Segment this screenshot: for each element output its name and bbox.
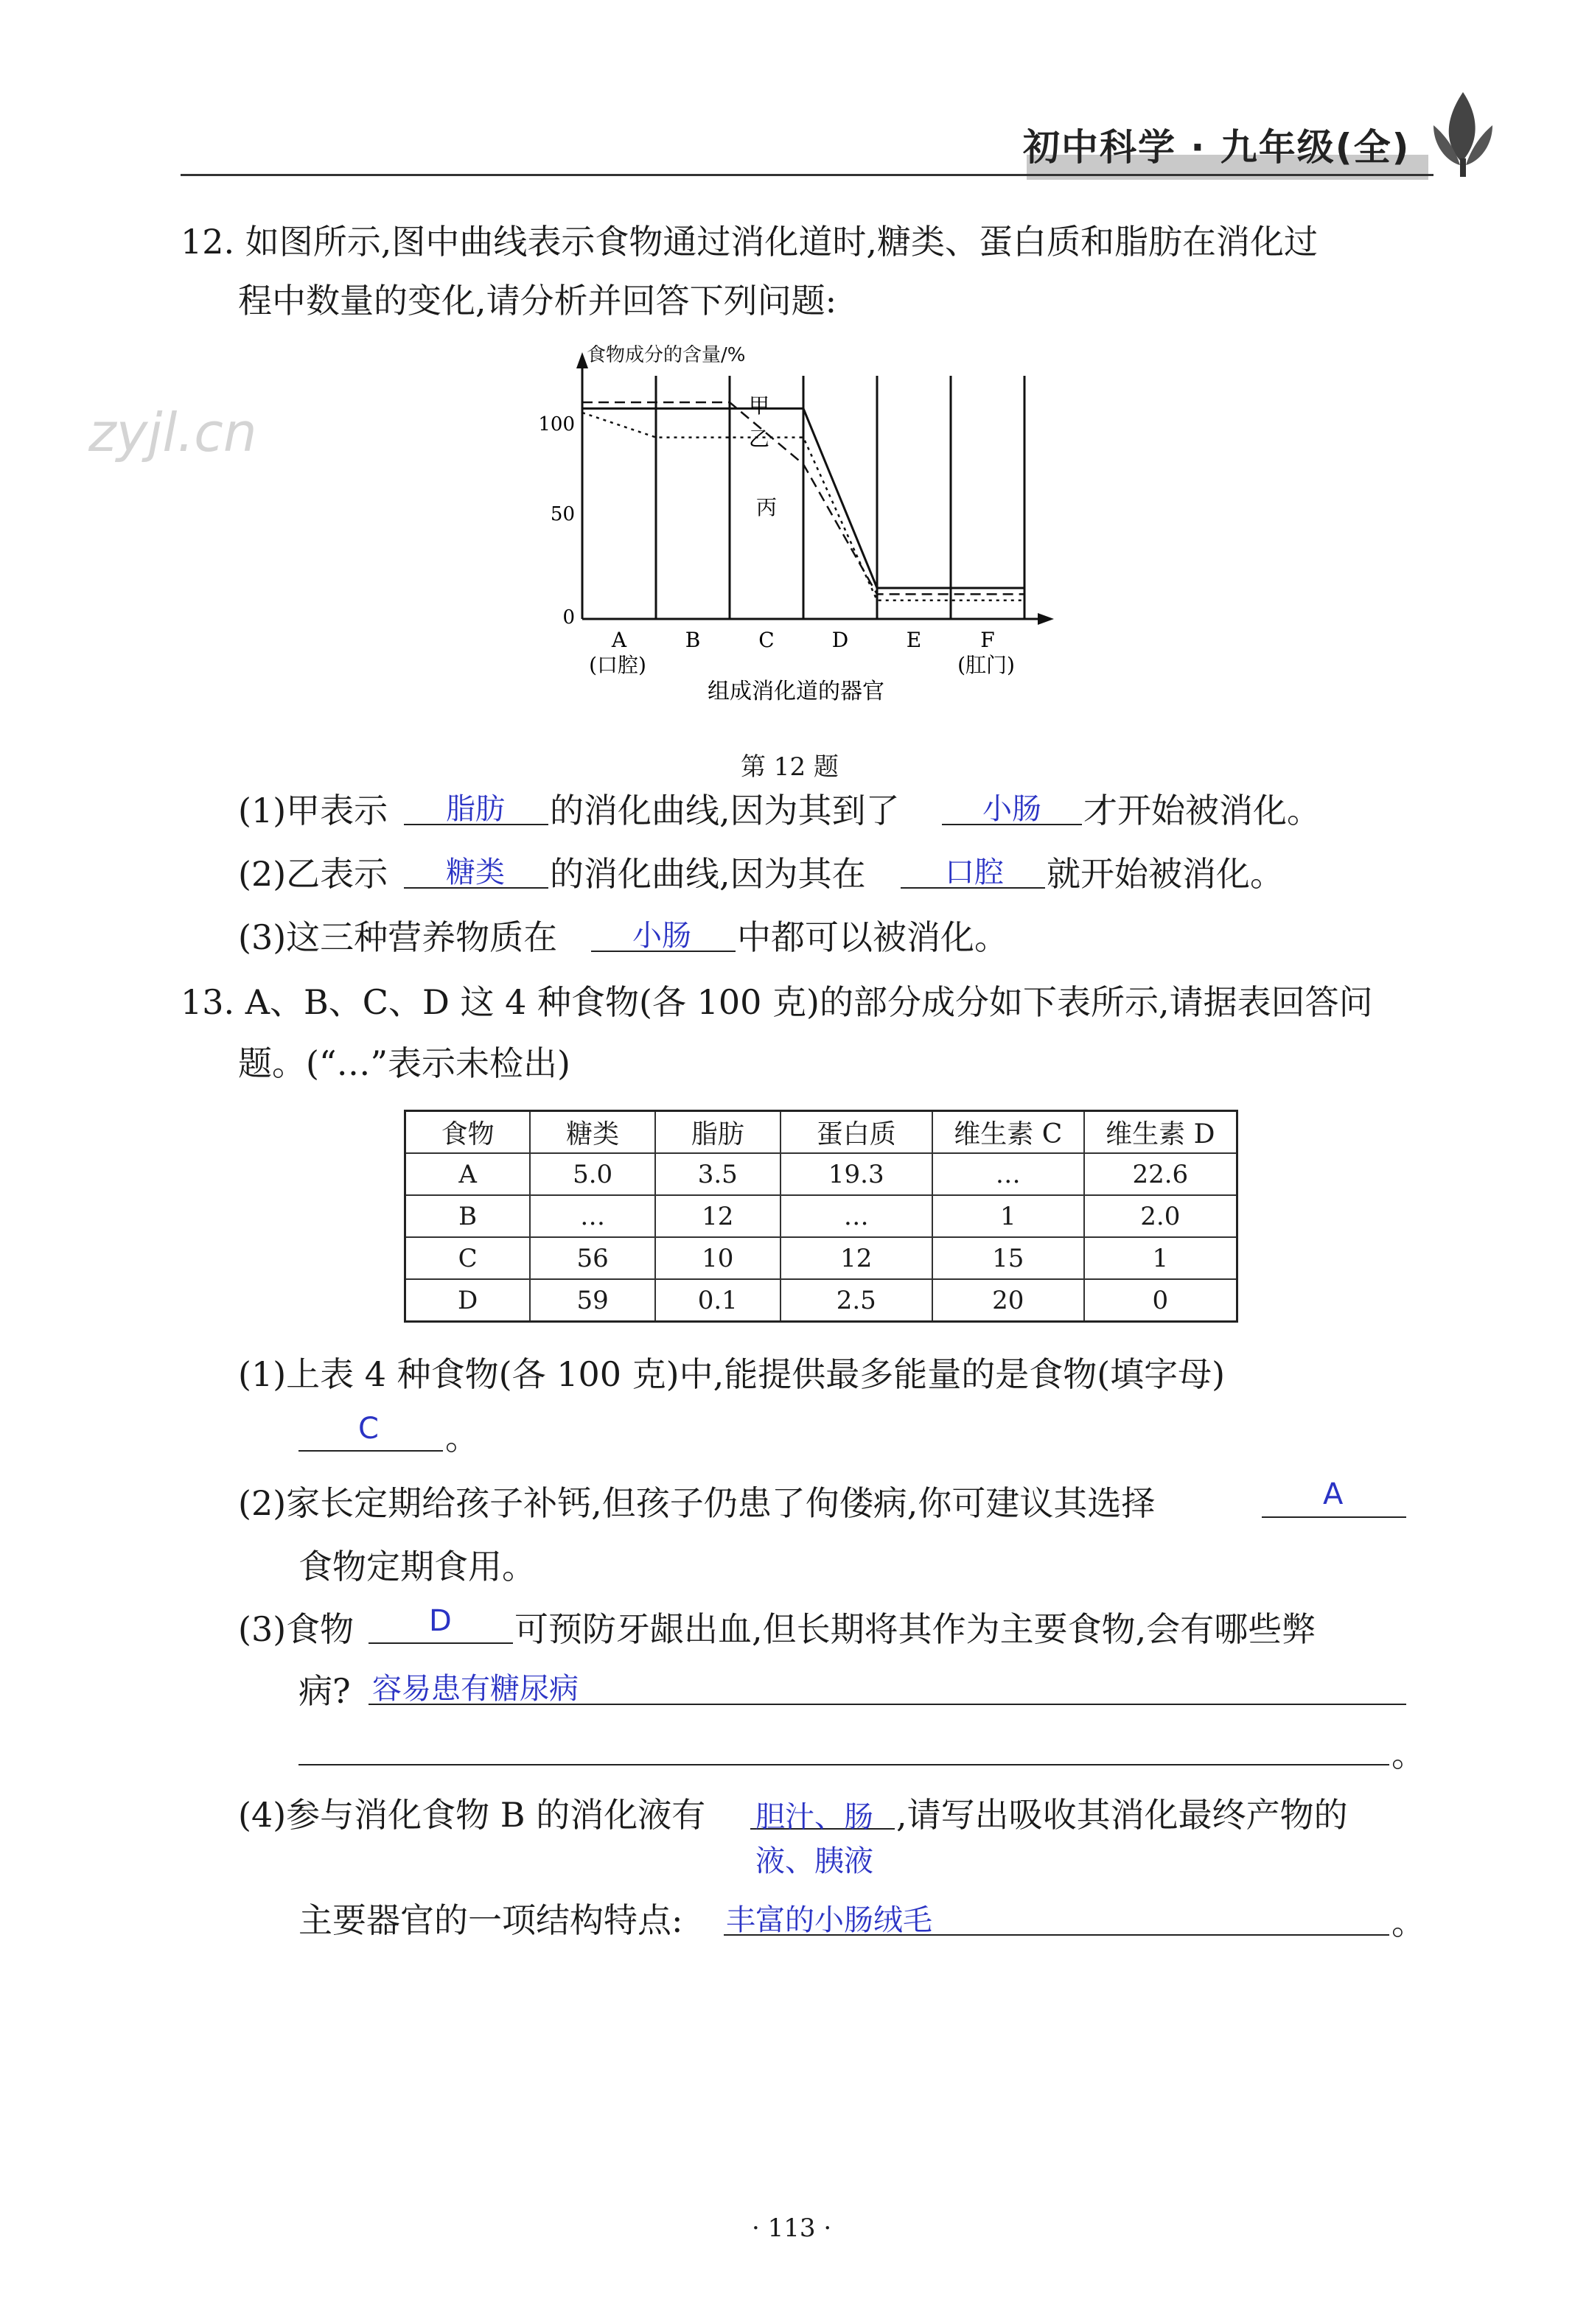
table-header: 维生素 D	[1084, 1111, 1237, 1154]
table-cell: …	[932, 1153, 1084, 1195]
category-label-b: B	[685, 628, 701, 652]
sublabel-a: (口腔)	[589, 653, 646, 677]
x-axis-arrow	[1038, 613, 1054, 625]
table-header: 糖类	[530, 1111, 655, 1154]
q12-line2: 程中数量的变化,请分析并回答下列问题:	[238, 281, 837, 321]
watermark: zyjl.cn	[88, 402, 257, 463]
table-cell: C	[405, 1237, 531, 1279]
table-row	[405, 1237, 1237, 1279]
q13-sub2-line1: (2)家长定期给孩子补钙,但孩子仍患了佝偻病,你可建议其选择	[238, 1483, 1156, 1523]
q12-sub1-suffix: 才开始被消化。	[1083, 791, 1321, 830]
q13-sub1-end: 。	[445, 1418, 479, 1457]
table-cell: 3.5	[655, 1153, 780, 1195]
table-header: 蛋白质	[780, 1111, 932, 1154]
q13-sub3-answer1: D	[429, 1604, 452, 1638]
tick-label-100: 100	[538, 413, 575, 435]
table-row	[405, 1279, 1237, 1322]
q12-sub1-answer2: 小肠	[982, 792, 1041, 826]
category-label-f: F	[980, 628, 995, 652]
food-table	[404, 1110, 1238, 1323]
q13-sub3-blank2b[interactable]	[298, 1764, 1389, 1765]
table-cell: B	[405, 1195, 531, 1237]
category-label-c: C	[758, 628, 775, 652]
q12-sub2-answer2: 口腔	[945, 855, 1004, 889]
q13-sub1-line: (1)上表 4 种食物(各 100 克)中,能提供最多能量的是食物(填字母)	[238, 1354, 1226, 1394]
table-header: 脂肪	[655, 1111, 780, 1154]
table-row	[405, 1195, 1237, 1237]
q12-sub2-mid: 的消化曲线,因为其在	[550, 854, 866, 894]
table-row	[405, 1153, 1237, 1195]
q12-sub3-answer: 小肠	[632, 919, 691, 953]
category-label-a: A	[611, 628, 627, 652]
q13-sub1-answer: C	[358, 1412, 379, 1446]
q13-sub3-line2: 病?	[298, 1671, 351, 1711]
table-cell: 0.1	[655, 1279, 780, 1322]
table-cell: 19.3	[780, 1153, 932, 1195]
table-cell: 2.0	[1084, 1195, 1237, 1237]
tick-label-50: 50	[550, 503, 575, 525]
q13-line1: 13. A、B、C、D 这 4 种食物(各 100 克)的部分成分如下表所示,请据表回答问	[181, 982, 1373, 1022]
table-cell: 5.0	[530, 1153, 655, 1195]
table-cell: 1	[932, 1195, 1084, 1237]
table-cell: 0	[1084, 1279, 1237, 1322]
table-cell: 10	[655, 1237, 780, 1279]
table-cell: 59	[530, 1279, 655, 1322]
category-label-d: D	[831, 628, 849, 652]
tree-logo-icon	[1426, 88, 1500, 195]
category-label-e: E	[906, 628, 922, 652]
q12-sub3-suffix: 中都可以被消化。	[737, 917, 1008, 957]
q13-sub4-answer1b: 液、胰液	[755, 1844, 873, 1878]
q13-sub1-blank[interactable]	[298, 1450, 443, 1452]
table-cell: …	[530, 1195, 655, 1237]
y-axis-label: 食物成分的含量/%	[587, 344, 746, 366]
q13-sub4-answer2: 丰富的小肠绒毛	[726, 1903, 932, 1937]
table-header: 维生素 C	[932, 1111, 1084, 1154]
table-cell: 12	[780, 1237, 932, 1279]
q13-sub3-answer2: 容易患有糖尿病	[372, 1672, 579, 1706]
q13-sub4-line2: 主要器官的一项结构特点:	[298, 1900, 683, 1940]
series-label-jia: 甲	[748, 393, 770, 418]
q12-sub2-answer1: 糖类	[446, 855, 505, 889]
q12-sub2-prefix: (2)乙表示	[238, 854, 388, 894]
header-rule	[181, 174, 1433, 176]
table-cell: …	[780, 1195, 932, 1237]
q13-line2: 题。(“…”表示未检出)	[238, 1043, 570, 1083]
header-title: 初中科学 · 九年级(全)	[1023, 126, 1411, 169]
q12-sub1-prefix: (1)甲表示	[238, 791, 388, 830]
table-header-row	[405, 1111, 1237, 1154]
q12-sub3-prefix: (3)这三种营养物质在	[238, 917, 558, 957]
q13-sub2-blank[interactable]	[1262, 1516, 1406, 1518]
chart-caption: 第 12 题	[741, 752, 839, 782]
q13-sub3-end: 。	[1391, 1735, 1425, 1774]
tick-label-0: 0	[562, 606, 575, 629]
series-label-bing: 丙	[755, 495, 778, 519]
x-axis-label: 组成消化道的器官	[708, 679, 884, 704]
q13-sub3-blank1[interactable]	[369, 1642, 513, 1644]
q13-sub2-answer: A	[1323, 1477, 1344, 1511]
table-cell: 56	[530, 1237, 655, 1279]
q12-sub1-answer1: 脂肪	[446, 792, 505, 826]
table-cell: 2.5	[780, 1279, 932, 1322]
table-cell: 1	[1084, 1237, 1237, 1279]
table-cell: 15	[932, 1237, 1084, 1279]
table-cell: 20	[932, 1279, 1084, 1322]
digestion-chart	[516, 339, 1076, 722]
page-number: · 113 ·	[752, 2213, 832, 2243]
q13-sub4-suffix: ,请写出吸收其消化最终产物的	[896, 1795, 1348, 1835]
table-cell: 12	[655, 1195, 780, 1237]
sublabel-f: (肛门)	[957, 653, 1015, 677]
q13-sub4-prefix: (4)参与消化食物 B 的消化液有	[238, 1795, 706, 1835]
q12-sub2-suffix: 就开始被消化。	[1047, 854, 1284, 894]
table-cell: 22.6	[1084, 1153, 1237, 1195]
table-header: 食物	[405, 1111, 531, 1154]
q12-line1: 12. 如图所示,图中曲线表示食物通过消化道时,糖类、蛋白质和脂肪在消化过	[181, 222, 1319, 262]
q13-sub3-suffix: 可预防牙龈出血,但长期将其作为主要食物,会有哪些弊	[514, 1609, 1316, 1649]
q13-sub4-end: 。	[1391, 1903, 1425, 1942]
q13-sub4-answer1a: 胆汁、肠	[755, 1800, 873, 1834]
table-cell: D	[405, 1279, 531, 1322]
q13-sub2-line2: 食物定期食用。	[298, 1547, 536, 1586]
series-label-yi: 乙	[748, 427, 770, 451]
q13-sub3-prefix: (3)食物	[238, 1609, 355, 1649]
q12-sub1-mid: 的消化曲线,因为其到了	[550, 791, 900, 830]
table-cell: A	[405, 1153, 531, 1195]
